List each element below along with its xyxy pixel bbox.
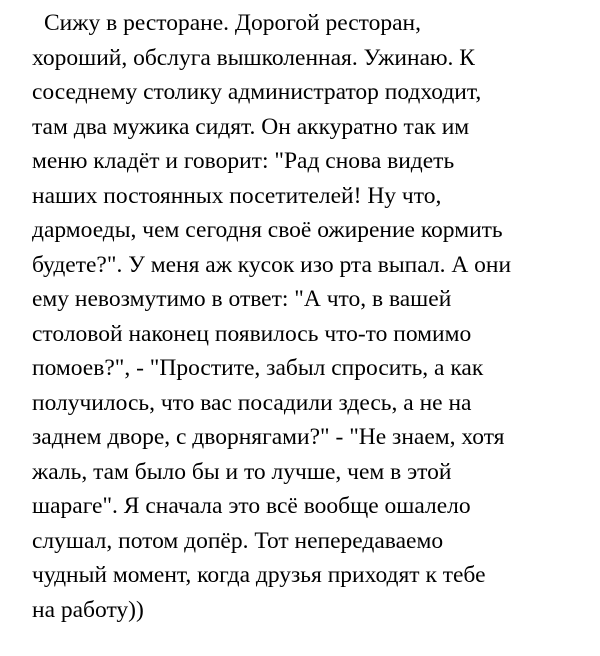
text-line: получилось, что вас посадили здесь, а не на bbox=[32, 389, 472, 416]
text-line: дармоеды, чем сегодня своё ожирение кормить bbox=[32, 217, 503, 243]
text-line: заднем дворе, с дворнягами?" - "Не знаем, хотя bbox=[32, 424, 505, 450]
text-line: жаль, там было бы и то лучше, чем в этой bbox=[32, 458, 452, 485]
text-line: слушал, потом допёр. Тот непередаваемо bbox=[32, 527, 444, 554]
text-line: ему невозмутимо в ответ: "А что, в вашей bbox=[32, 286, 452, 312]
text-line: Сижу в ресторане. Дорогой ресторан, bbox=[44, 10, 421, 36]
text-line: хороший, обслуга вышколенная. Ужинаю. К bbox=[32, 44, 475, 71]
text-line: там два мужика сидят. Он аккуратно так им bbox=[32, 113, 470, 140]
text-line: чудный момент, когда друзья приходят к тебе bbox=[32, 562, 486, 588]
text-line: помоев?", - "Простите, забыл спросить, а как bbox=[32, 355, 484, 381]
text-line: меню кладёт и говорит: "Рад снова видеть bbox=[32, 148, 455, 174]
text-line: соседнему столику администратор подходит, bbox=[32, 79, 482, 105]
text-line: столовой наконец появилось что-то помимо bbox=[32, 320, 472, 347]
text-line: будете?". У меня аж кусок изо рта выпал. А они bbox=[32, 251, 512, 278]
text-line: шараге". Я сначала это всё вообще ошалело bbox=[32, 493, 471, 519]
text-line: наших постоянных посетителей! Ну что, bbox=[32, 182, 442, 209]
text-line: на работу)) bbox=[32, 596, 144, 623]
